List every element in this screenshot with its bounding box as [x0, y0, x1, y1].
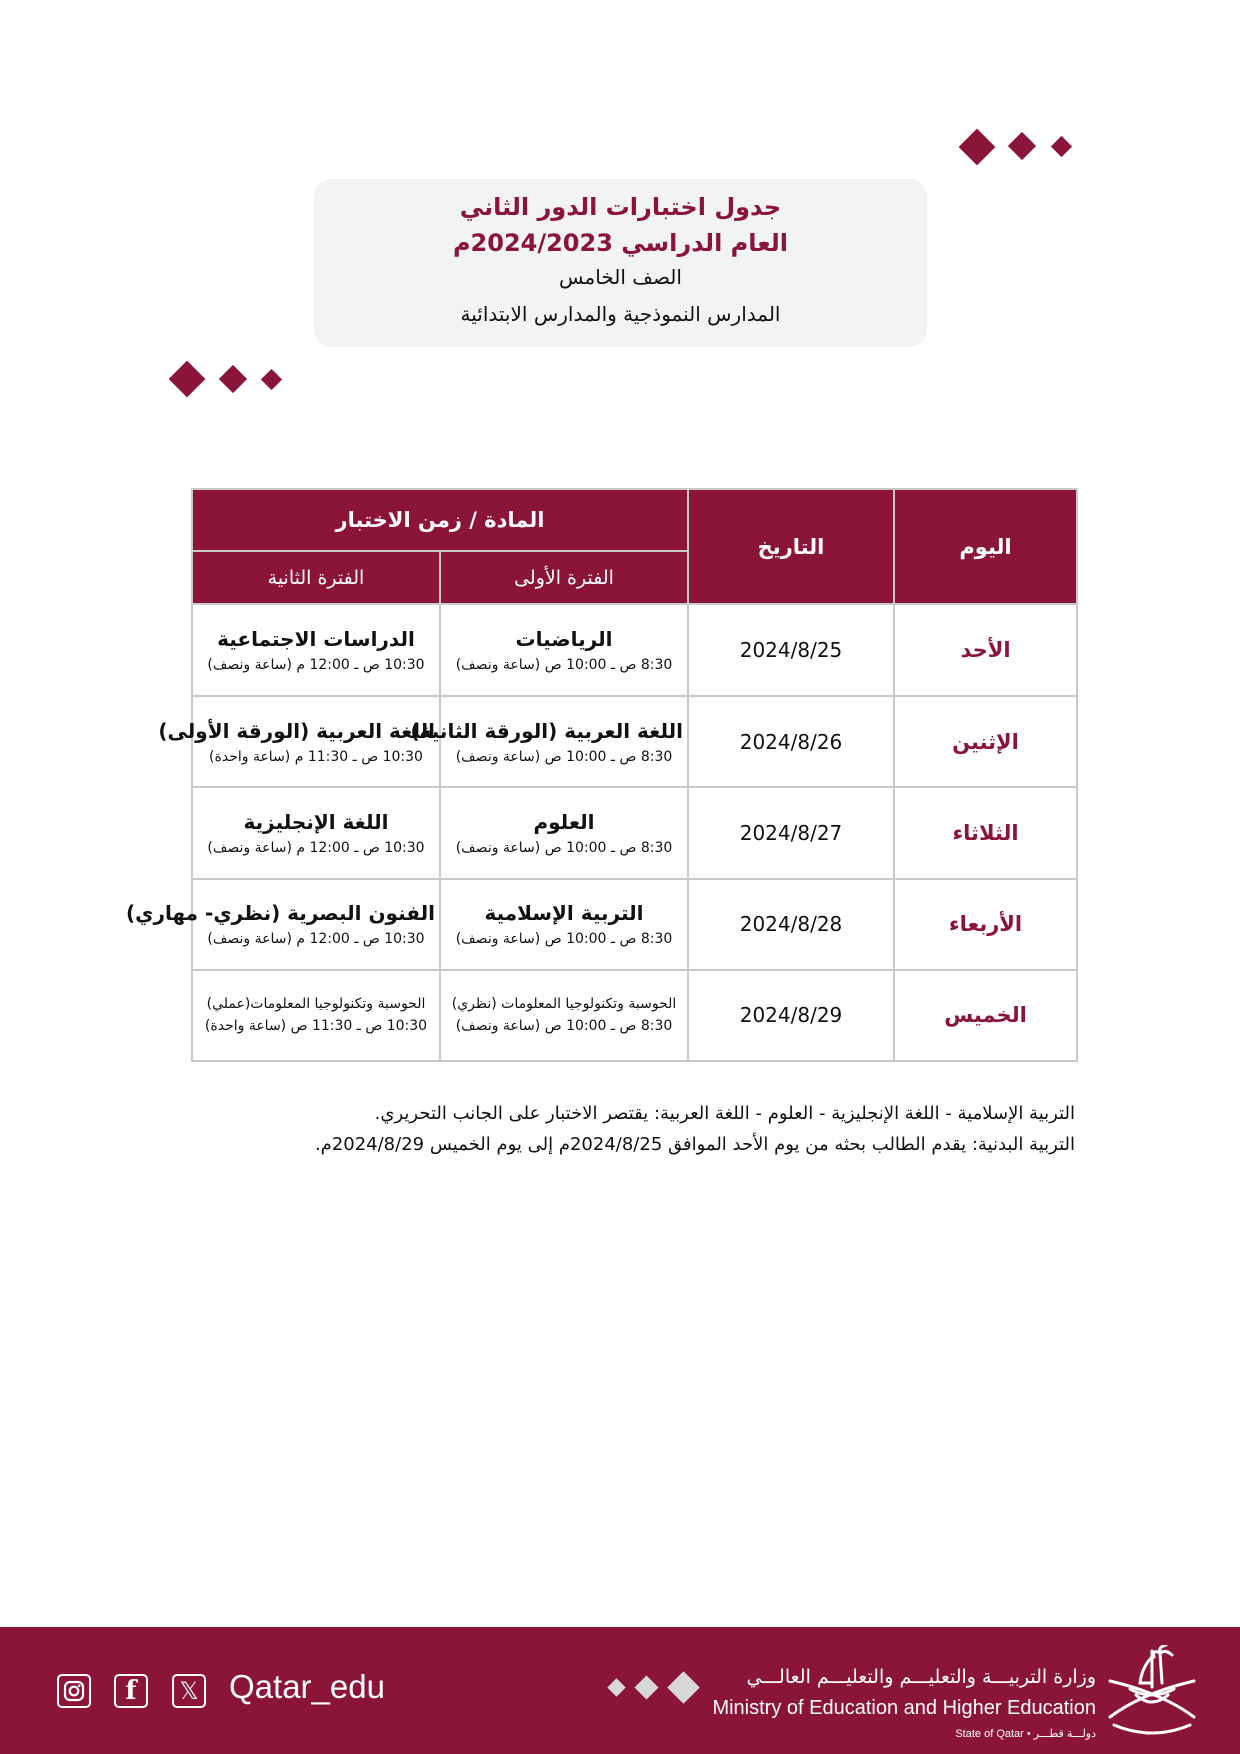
- x-icon[interactable]: 𝕏: [172, 1674, 206, 1708]
- subject-name: اللغة العربية (الورقة الثانية): [410, 718, 683, 743]
- exam-time: 10:30 ص ـ 11:30 م (ساعة واحدة): [209, 748, 423, 765]
- subject-name: الرياضيات: [515, 627, 613, 652]
- subject-name: الحوسبة وتكنولوجيا المعلومات (نظري): [451, 996, 677, 1013]
- footer-diamond-large: [667, 1671, 700, 1704]
- period-2-cell: [192, 787, 440, 878]
- period-1-cell: [440, 787, 688, 878]
- subject-name: اللغة العربية (الورقة الأولى): [158, 718, 435, 743]
- exam-time: 8:30 ص ـ 10:00 ص (ساعة ونصف): [455, 1018, 673, 1035]
- exam-time: 10:30 ص ـ 12:00 م (ساعة ونصف): [207, 839, 425, 856]
- decorative-diamond-medium: [219, 365, 247, 393]
- table-row: [192, 604, 1077, 696]
- period-2-cell: [158, 696, 440, 787]
- subject-name: العلوم: [533, 809, 595, 834]
- day-cell: الثلاثاء: [894, 787, 1077, 878]
- ministry-name-english: Ministry of Education and Higher Education: [712, 1697, 1096, 1719]
- decorative-diamond-large: [169, 361, 206, 398]
- header-period-1: الفترة الأولى: [440, 551, 688, 604]
- state-of-qatar-label: State of Qatar • دولـــة قطـــر: [955, 1728, 1096, 1740]
- decorative-diamond-small: [1051, 136, 1072, 157]
- header-day: اليوم: [894, 489, 1077, 604]
- subject-name: الفنون البصرية (نظري- مهاري): [125, 901, 435, 926]
- subject-name: التربية الإسلامية: [484, 901, 644, 926]
- instagram-glyph: [63, 1680, 85, 1702]
- academic-year: العام الدراسي 2024/2023م: [452, 229, 789, 257]
- document-title: جدول اختبارات الدور الثاني: [459, 193, 782, 221]
- social-handle[interactable]: Qatar_edu: [229, 1668, 385, 1705]
- period-2-cell: [192, 604, 440, 696]
- note-physical-education: التربية البدنية: يقدم الطالب بحثه من يوم الأحد الموافق 2024/8/25م إلى يوم الخميس 2024/8/29م.: [314, 1134, 1075, 1155]
- exam-time: 8:30 ص ـ 10:00 ص (ساعة ونصف): [455, 839, 673, 856]
- exam-time: 8:30 ص ـ 10:00 ص (ساعة ونصف): [455, 748, 673, 765]
- table-row: [192, 879, 1077, 970]
- instagram-icon[interactable]: [57, 1674, 91, 1708]
- grade-label: الصف الخامس: [559, 265, 682, 289]
- day-cell: الخميس: [894, 970, 1077, 1061]
- qatar-emblem-icon: [1102, 1645, 1202, 1741]
- date-cell: 2024/8/27: [688, 787, 894, 878]
- decorative-diamond-small: [261, 369, 282, 390]
- decorative-diamond-large: [959, 129, 996, 166]
- period-1-cell: [440, 879, 688, 970]
- title-block: [314, 179, 927, 347]
- day-cell: الإثنين: [894, 696, 1077, 787]
- note-written-exams: التربية الإسلامية - اللغة الإنجليزية - العلوم - اللغة العربية: يقتصر الاختبار على الجانب التحريري.: [374, 1103, 1075, 1124]
- ministry-name-arabic: وزارة التربيـــة والتعليـــم والتعليـــم العالـــي: [746, 1666, 1096, 1688]
- exam-time: 8:30 ص ـ 10:00 ص (ساعة ونصف): [455, 657, 673, 674]
- period-1-cell: [440, 970, 688, 1061]
- date-cell: 2024/8/29: [688, 970, 894, 1061]
- footer-diamond-small: [607, 1678, 625, 1696]
- decorative-diamond-medium: [1008, 132, 1036, 160]
- exam-time: 10:30 ص ـ 12:00 م (ساعة ونصف): [207, 931, 425, 948]
- schools-label: المدارس النموذجية والمدارس الابتدائية: [460, 302, 781, 326]
- date-cell: 2024/8/28: [688, 879, 894, 970]
- table-row: [192, 787, 1077, 878]
- exam-time: 10:30 ص ـ 11:30 ص (ساعة واحدة): [204, 1018, 428, 1035]
- header-date: التاريخ: [688, 489, 894, 604]
- day-cell: الأربعاء: [894, 879, 1077, 970]
- table-row: [192, 970, 1077, 1061]
- exam-time: 8:30 ص ـ 10:00 ص (ساعة ونصف): [455, 931, 673, 948]
- exam-schedule-table: [125, 488, 1078, 1062]
- header-period-2: الفترة الثانية: [192, 551, 440, 604]
- notes: [175, 1098, 1075, 1160]
- exam-time: 10:30 ص ـ 12:00 م (ساعة ونصف): [207, 657, 425, 674]
- period-2-cell: [192, 970, 440, 1061]
- period-1-cell: [440, 604, 688, 696]
- day-cell: الأحد: [894, 604, 1077, 696]
- date-cell: 2024/8/26: [688, 696, 894, 787]
- header-subject-time: المادة / زمن الاختبار: [192, 489, 688, 551]
- facebook-icon[interactable]: f: [114, 1674, 148, 1708]
- footer-diamond-medium: [634, 1675, 658, 1699]
- table-row: [192, 696, 1077, 787]
- subject-name: اللغة الإنجليزية: [243, 809, 389, 834]
- period-2-cell: [125, 879, 440, 970]
- subject-name: الحوسبة وتكنولوجيا المعلومات(عملي): [206, 996, 426, 1013]
- period-1-cell: [410, 696, 688, 787]
- subject-name: الدراسات الاجتماعية: [217, 627, 415, 652]
- footer: [0, 1627, 1240, 1754]
- date-cell: 2024/8/25: [688, 604, 894, 696]
